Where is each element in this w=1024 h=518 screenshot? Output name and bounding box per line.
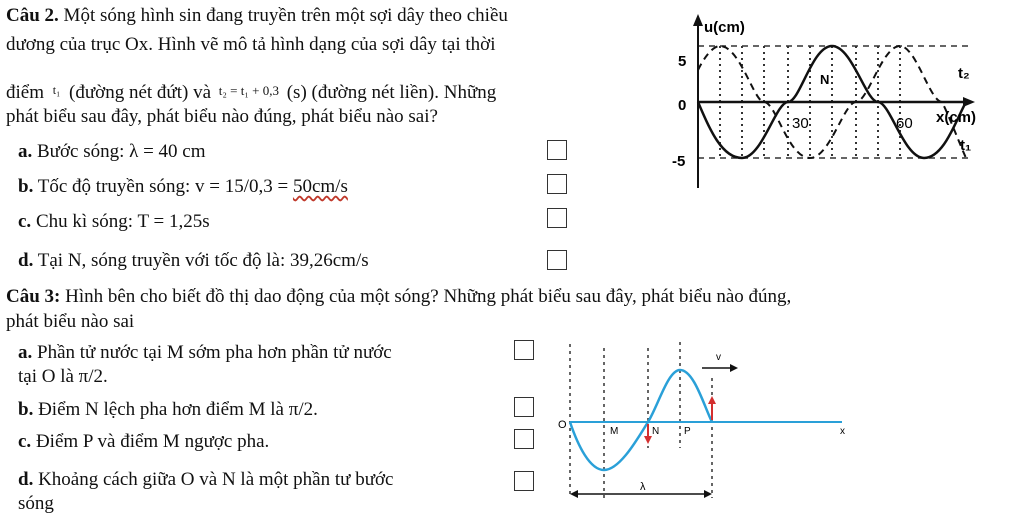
q3-c-checkbox[interactable] (514, 429, 534, 449)
q3-label-m: M (610, 426, 619, 437)
q3-item-a-cont: tại O là π/2. (18, 366, 108, 387)
q2-line-2: dương của trục Ox. Hình vẽ mô tả hình dạng của sợi dây tại thời (6, 34, 496, 55)
q2-d-checkbox[interactable] (547, 250, 567, 270)
q2-line-3-prefix: điểm (6, 82, 44, 103)
q2-item-a-letter: a. (18, 141, 33, 162)
q2-b-checkbox[interactable] (547, 174, 567, 194)
q2-line-1 (6, 5, 508, 27)
q2-item-a (18, 141, 206, 163)
q2-t2-label: t₂ (958, 65, 970, 82)
q2-y-axis-arrow (693, 14, 703, 26)
q2-t2-expression: t₂ = t₁ + 0,3 (218, 83, 279, 98)
q3-item-b (18, 399, 318, 421)
q3-item-b-letter: b. (18, 399, 34, 420)
q3-item-c-letter: c. (18, 431, 32, 452)
q3-line-2: phát biểu nào sai (6, 311, 135, 332)
q2-line-3-mid: (đường nét đứt) và (69, 82, 212, 103)
q3-wave-curve (570, 370, 712, 470)
q3-label-n: N (652, 426, 660, 437)
q3-a-checkbox[interactable] (514, 340, 534, 360)
q2-point-n: N (820, 72, 830, 87)
q2-item-b (18, 176, 348, 198)
q2-x30-tick: 30 (792, 115, 809, 132)
q3-item-b-text: Điểm N lệch pha hơn điểm M là π/2. (38, 399, 318, 420)
q3-line-1 (6, 286, 791, 308)
q3-item-a-letter: a. (18, 342, 33, 363)
q3-label-lambda: λ (640, 481, 646, 493)
q2-item-d-letter: d. (18, 250, 34, 271)
q3-item-c (18, 431, 269, 453)
q3-wave-graph (552, 338, 852, 506)
q2-line-4: phát biểu sau đây, phát biểu nào đúng, phát biểu nào sai? (6, 106, 438, 127)
q2-item-c-letter: c. (18, 211, 32, 232)
q3-label-v: v (716, 352, 721, 363)
q3-item-d (18, 469, 393, 491)
q3-label-p: P (684, 426, 691, 437)
q2-line-1-text: Một sóng hình sin đang truyền trên một sợi dây theo chiều (63, 5, 508, 26)
q2-t1-label: t₁ (960, 137, 972, 154)
q3-item-a (18, 342, 392, 364)
q2-c-checkbox[interactable] (547, 208, 567, 228)
q2-item-a-text: Bước sóng: λ = 40 cm (37, 141, 206, 162)
q3-d-checkbox[interactable] (514, 471, 534, 491)
q2-line-3 (6, 79, 496, 104)
q3-vertical-guides (570, 342, 712, 498)
q2-wave-graph (660, 10, 1022, 190)
q3-item-d-text: Khoảng cách giữa O và N là một phần tư bước (38, 469, 394, 490)
q3-item-d-cont: sóng (18, 493, 54, 514)
q2-y-bottom-tick: -5 (672, 153, 686, 170)
q2-item-d-text: Tại N, sóng truyền với tốc độ là: 39,26cm/s (37, 250, 369, 271)
q2-a-checkbox[interactable] (547, 140, 567, 160)
q2-line-3-suffix: (s) (đường nét liền). Những (286, 82, 497, 103)
q3-label: Câu 3: (6, 286, 61, 307)
q2-item-b-wavy-text: 50cm/s (292, 176, 348, 197)
q2-label: Câu 2. (6, 5, 59, 26)
q3-line-1-text: Hình bên cho biết đồ thị dao động của một sóng? Những phát biểu sau đây, phát biểu nào đúng, (65, 286, 792, 307)
q2-item-c (18, 211, 210, 233)
q2-item-b-text: Tốc độ truyền sóng: v = 15/0,3 = (37, 176, 293, 197)
q2-item-d (18, 250, 369, 272)
q2-t1-symbol: t₁ (52, 83, 61, 97)
q2-item-c-text: Chu kì sóng: T = 1,25s (35, 211, 210, 232)
q2-ylabel: u(cm) (704, 19, 745, 36)
q3-label-x: x (840, 426, 845, 437)
q3-label-o: O (558, 419, 567, 431)
q3-b-checkbox[interactable] (514, 397, 534, 417)
q2-xlabel: x(cm) (936, 109, 977, 126)
q3-item-c-text: Điểm P và điểm M ngược pha. (35, 431, 270, 452)
q3-item-d-letter: d. (18, 469, 34, 490)
q2-x60-tick: 60 (896, 115, 913, 132)
q2-y-top-tick: 5 (678, 53, 687, 70)
q3-item-a-text: Phần tử nước tại M sớm pha hơn phần tử nước (37, 342, 392, 363)
q2-item-b-letter: b. (18, 176, 34, 197)
q2-y-zero-tick: 0 (678, 97, 687, 114)
